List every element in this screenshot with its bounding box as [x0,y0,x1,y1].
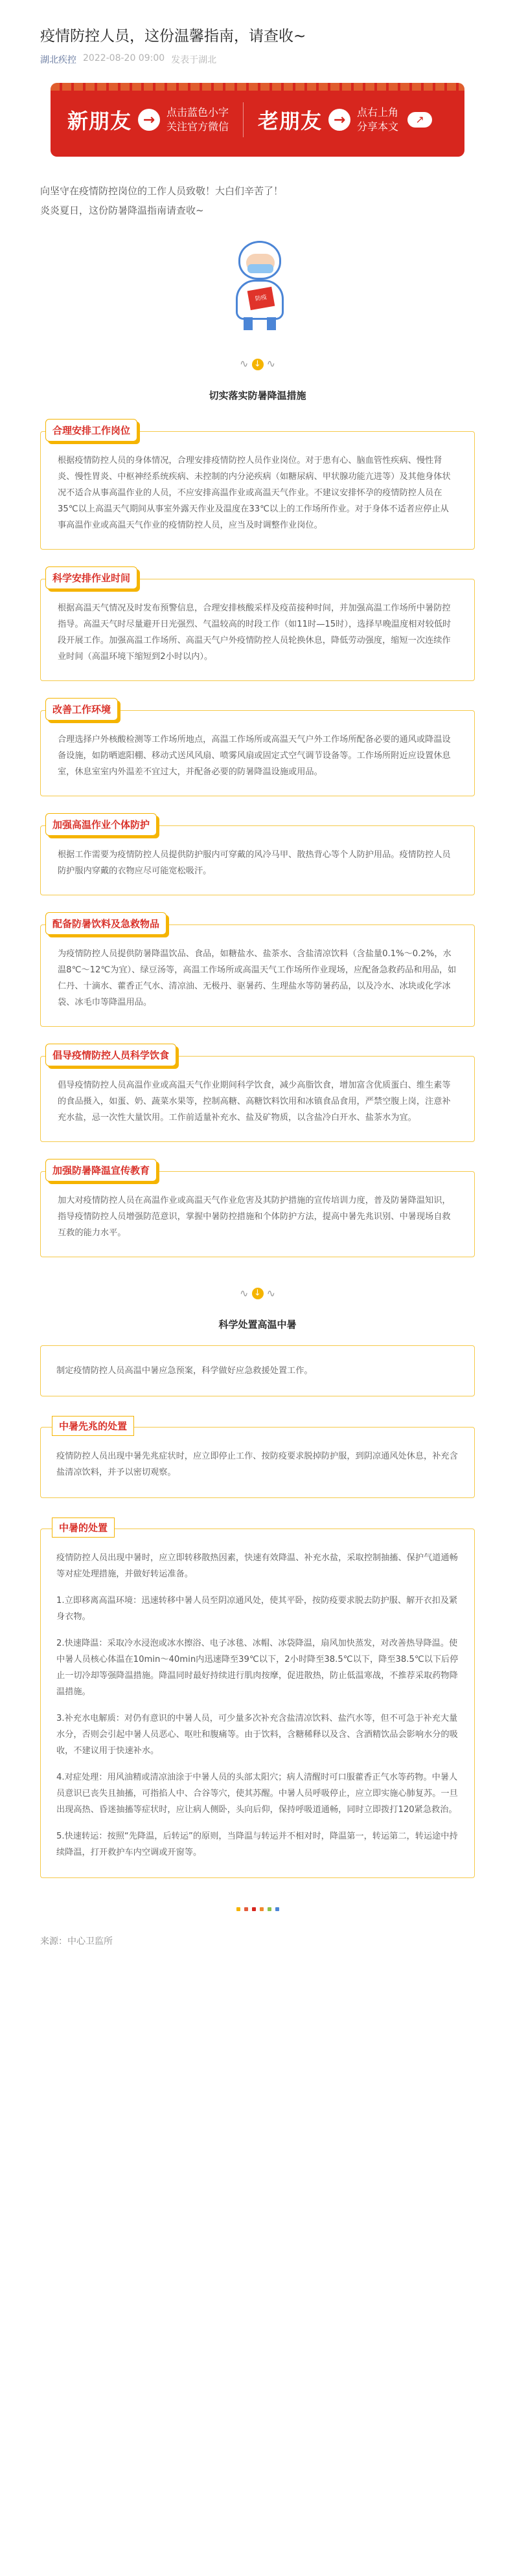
part1-heading: 切实落实防暑降温措施 [209,389,306,401]
banner-right-line2: 分享本文 [357,120,399,133]
measure-card-tag: 合理安排工作岗位 [45,419,137,442]
measure-card-text: 根据高温天气情况及时发布预警信息，合理安排核酸采样及疫苗接种时间，并加强高温工作场所中暑防控指导。高温天气时尽量避开日光强烈、气温较高的时段工作（如11时—15时），选择早晚温度相对较低时段开展工作。加强高温工作场所、高温天气户外疫情防控人员轮换休息，降低劳动强度，缩短一次连续作业时间（高温环境下缩短到2小时以内）。 [40,579,475,681]
treatment-paragraph: 疫情防控人员出现中暑先兆症状时，应立即停止工作、按防疫要求脱掉防护服，到阴凉通风处休息，补充含盐清凉饮料，并予以密切观察。 [56,1451,458,1477]
banner-old-friend: 老朋友 [258,109,323,133]
measure-card [40,419,475,550]
wave-left-icon: ∿ [240,357,249,370]
end-dot [244,1907,248,1911]
measure-card [40,698,475,796]
end-dot [268,1907,271,1911]
measure-card-text: 加大对疫情防控人员在高温作业或高温天气作业危害及其防护措施的宣传培训力度，普及防暑降温知识，指导疫情防控人员增强防范意识，掌握中暑防控措施和个体防护方法，提高中暑先兆识别、中暑现场自救互救的能力水平。 [40,1171,475,1257]
part2-lead: 制定疫情防控人员高温中暑应急预案，科学做好应急救援处置工作。 [40,1345,475,1396]
measure-card-text: 为疫情防控人员提供防暑降温饮品、食品，如糖盐水、盐茶水、含盐清凉饮料（含盐量0.1%～0.2%，水温8℃～12℃为宜）、绿豆汤等，高温工作场所或高温天气工作场所作业现场，应配备急救药品和用品，如仁丹、十滴水、藿香正气水、清凉油、无极丹、驱暑药、生理盐水等防暑药品，以及冷水、冰块或化学冰袋、冰毛巾等降温用品。 [40,924,475,1027]
banner-left-line1: 点击蓝色小字 [166,106,229,118]
treatment-paragraph: 1.立即移离高温环境：迅速转移中暑人员至阴凉通风处，使其平卧，按防疫要求脱去防护服、解开衣扣及紧身衣物。 [56,1596,458,1622]
measure-card-tag: 科学安排作业时间 [45,566,137,589]
author-link[interactable]: 湖北疾控 [40,55,76,65]
measure-card [40,912,475,1027]
section-divider [40,357,475,370]
end-dot [252,1907,256,1911]
measure-card-tag: 加强防暑降温宣传教育 [45,1159,157,1182]
treatment-block [40,1518,475,1878]
banner-left-line2: 关注官方微信 [166,120,229,133]
mascot-legs [244,317,276,330]
part2-heading: 科学处置高温中暑 [218,1319,297,1330]
banner-right-line1: 点右上角 [357,106,399,118]
publish-place: 发表于湖北 [171,55,217,65]
measure-card-text: 合理选择户外核酸检测等工作场所地点，高温工作场所或高温天气户外工作场所配备必要的通风或降温设备设施，如防晒遮阳棚、移动式送风风扇、喷雾风扇或固定式空气调节设备等。工作场所附近应设置休息室，休息室室内外温差不宜过大，并配备必要的防暑降温设施或用品。 [40,710,475,796]
end-dot [260,1907,264,1911]
end-decoration [40,1901,475,1914]
measure-card-tag: 倡导疫情防控人员科学饮食 [45,1044,176,1066]
treatment-block-tag: 中暑的处置 [52,1518,115,1538]
treatment-paragraph: 4.对症处理：用风油精或清凉油涂于中暑人员的头部太阳穴；病人清醒时可口服藿香正气水等药物。中暑人员意识已丧失且抽搐，可指掐人中、合谷等穴，使其苏醒。中暑人员呼吸停止，应立即实施心肺复苏。一旦出现高热、昏迷抽搐等症状时，应让病人侧卧，头向后仰，保持呼吸道通畅，同时立即拨打120紧急救治。 [56,1773,458,1815]
treatment-paragraph: 3.补充水电解质：对仍有意识的中暑人员，可少量多次补充含盐清凉饮料、盐汽水等，但不可急于补充大量水分，否则会引起中暑人员恶心、呕吐和腹痛等。由于饮料，含糖稀释以及含、含酒精饮品会影响水分的吸收，不建议用于快速补水。 [56,1714,458,1756]
part2-block-list [40,1416,475,1878]
measure-card [40,566,475,681]
measure-card-text: 根据疫情防控人员的身体情况，合理安排疫情防控人员作业岗位。对于患有心、脑血管性疾病、慢性肾炎、慢性胃炎、中枢神经系统疾病、未控制的内分泌疾病（如糖尿病、甲状腺功能亢进等）及其他身体状况不适合从事高温作业的人员，不应安排高温作业或高温天气作业。不建议安排怀孕的疫情防控人员在35℃以上高温天气期间从事室外露天作业及温度在33℃以上的工作场所作业。对于身体不适者应停止从事高温作业或高温天气作业的疫情防控人员，应当及时调整作业岗位。 [40,431,475,550]
article-source: 来源：中心卫监所 [40,1936,113,1947]
treatment-block-body [40,1427,475,1498]
arrow-down-icon: ↓ [252,359,264,370]
part1-card-list [40,419,475,1257]
banner-left-text [166,106,229,134]
treatment-block [40,1416,475,1498]
measure-card [40,1044,475,1142]
measure-card-text: 倡导疫情防控人员高温作业或高温天气作业期间科学饮食，减少高脂饮食，增加富含优质蛋白、维生素等的食品摄入，如蛋、奶、蔬菜水果等，控制高糖、高糖饮料饮用和冰镇食品食用，严禁空腹上岗，注意补充水盐，忌一次性大量饮用。工作前适量补充水、盐及矿物质，以含盐冷白开水、盐茶水为宜。 [40,1056,475,1142]
end-dot [236,1907,240,1911]
measure-card-tag: 改善工作环境 [45,698,118,721]
treatment-paragraph: 2.快速降温：采取冷水浸泡或冰水擦浴、电子冰毯、冰帽、冰袋降温，扇风加快蒸发，对改善热导降温。使中暑人员核心体温在10min～40min内迅速降至39℃以下，2小时降至38.5℃以下，降至38.5℃以下后停止一切冷却等强降温措施。降温同时最好持续进行肌肉按摩，促进散热，防止低温寒战，不推荐采取药物降温措施。 [56,1639,459,1697]
intro-text [40,181,475,220]
follow-banner[interactable] [51,83,464,157]
banner-right-text [357,106,398,134]
banner-separator [243,102,244,137]
article-meta [40,53,475,66]
measure-card [40,813,475,895]
wave-right-icon: ∿ [266,357,275,370]
treatment-block-tag: 中暑先兆的处置 [52,1416,134,1436]
measure-card-tag: 配备防暑饮料及急救物品 [45,912,166,935]
mascot-mask [247,264,273,273]
article-title: 疫情防控人员，这份温馨指南，请查收~ [40,28,306,45]
measure-card [40,1159,475,1257]
section-divider-2 [40,1287,475,1300]
treatment-paragraph: 5.快速转运：按照“先降温，后转运”的原则，当降温与转运并不相对时，降温第一，转运第二，转运途中持续降温，打开救护车内空调或开窗等。 [56,1831,458,1857]
treatment-paragraph: 疫情防控人员出现中暑时，应立即转移散热因素，快速有效降温、补充水盐，采取控制抽搐、保护气道通畅等对症处理措施，并做好转运准备。 [56,1553,458,1579]
measure-card-text: 根据工作需要为疫情防控人员提供防护服内可穿戴的风冷马甲、散热背心等个人防护用品。疫情防控人员防护服内穿戴的衣物应尽可能宽松吸汗。 [40,825,475,895]
measure-card-tag: 加强高温作业个体防护 [45,813,157,836]
medical-worker-illustration [219,236,297,333]
end-dot [275,1907,279,1911]
share-icon: ↗ [407,112,432,128]
mascot-card: 防疫 [247,287,275,310]
treatment-block-body [40,1529,475,1878]
arrow-down-icon: ↓ [252,1288,264,1299]
wave-left-icon: ∿ [240,1286,249,1299]
banner-new-friend: 新朋友 [67,109,132,133]
intro-line-2: 炎炎夏日，这份防暑降温指南请查收~ [40,205,204,216]
arrow-right-icon: → [138,109,160,131]
intro-line-1: 向坚守在疫情防控岗位的工作人员致敬！大白们辛苦了！ [40,185,284,197]
wave-right-icon: ∿ [266,1286,275,1299]
publish-time: 2022-08-20 09:00 [83,53,165,63]
arrow-right-icon-2: → [328,109,350,131]
